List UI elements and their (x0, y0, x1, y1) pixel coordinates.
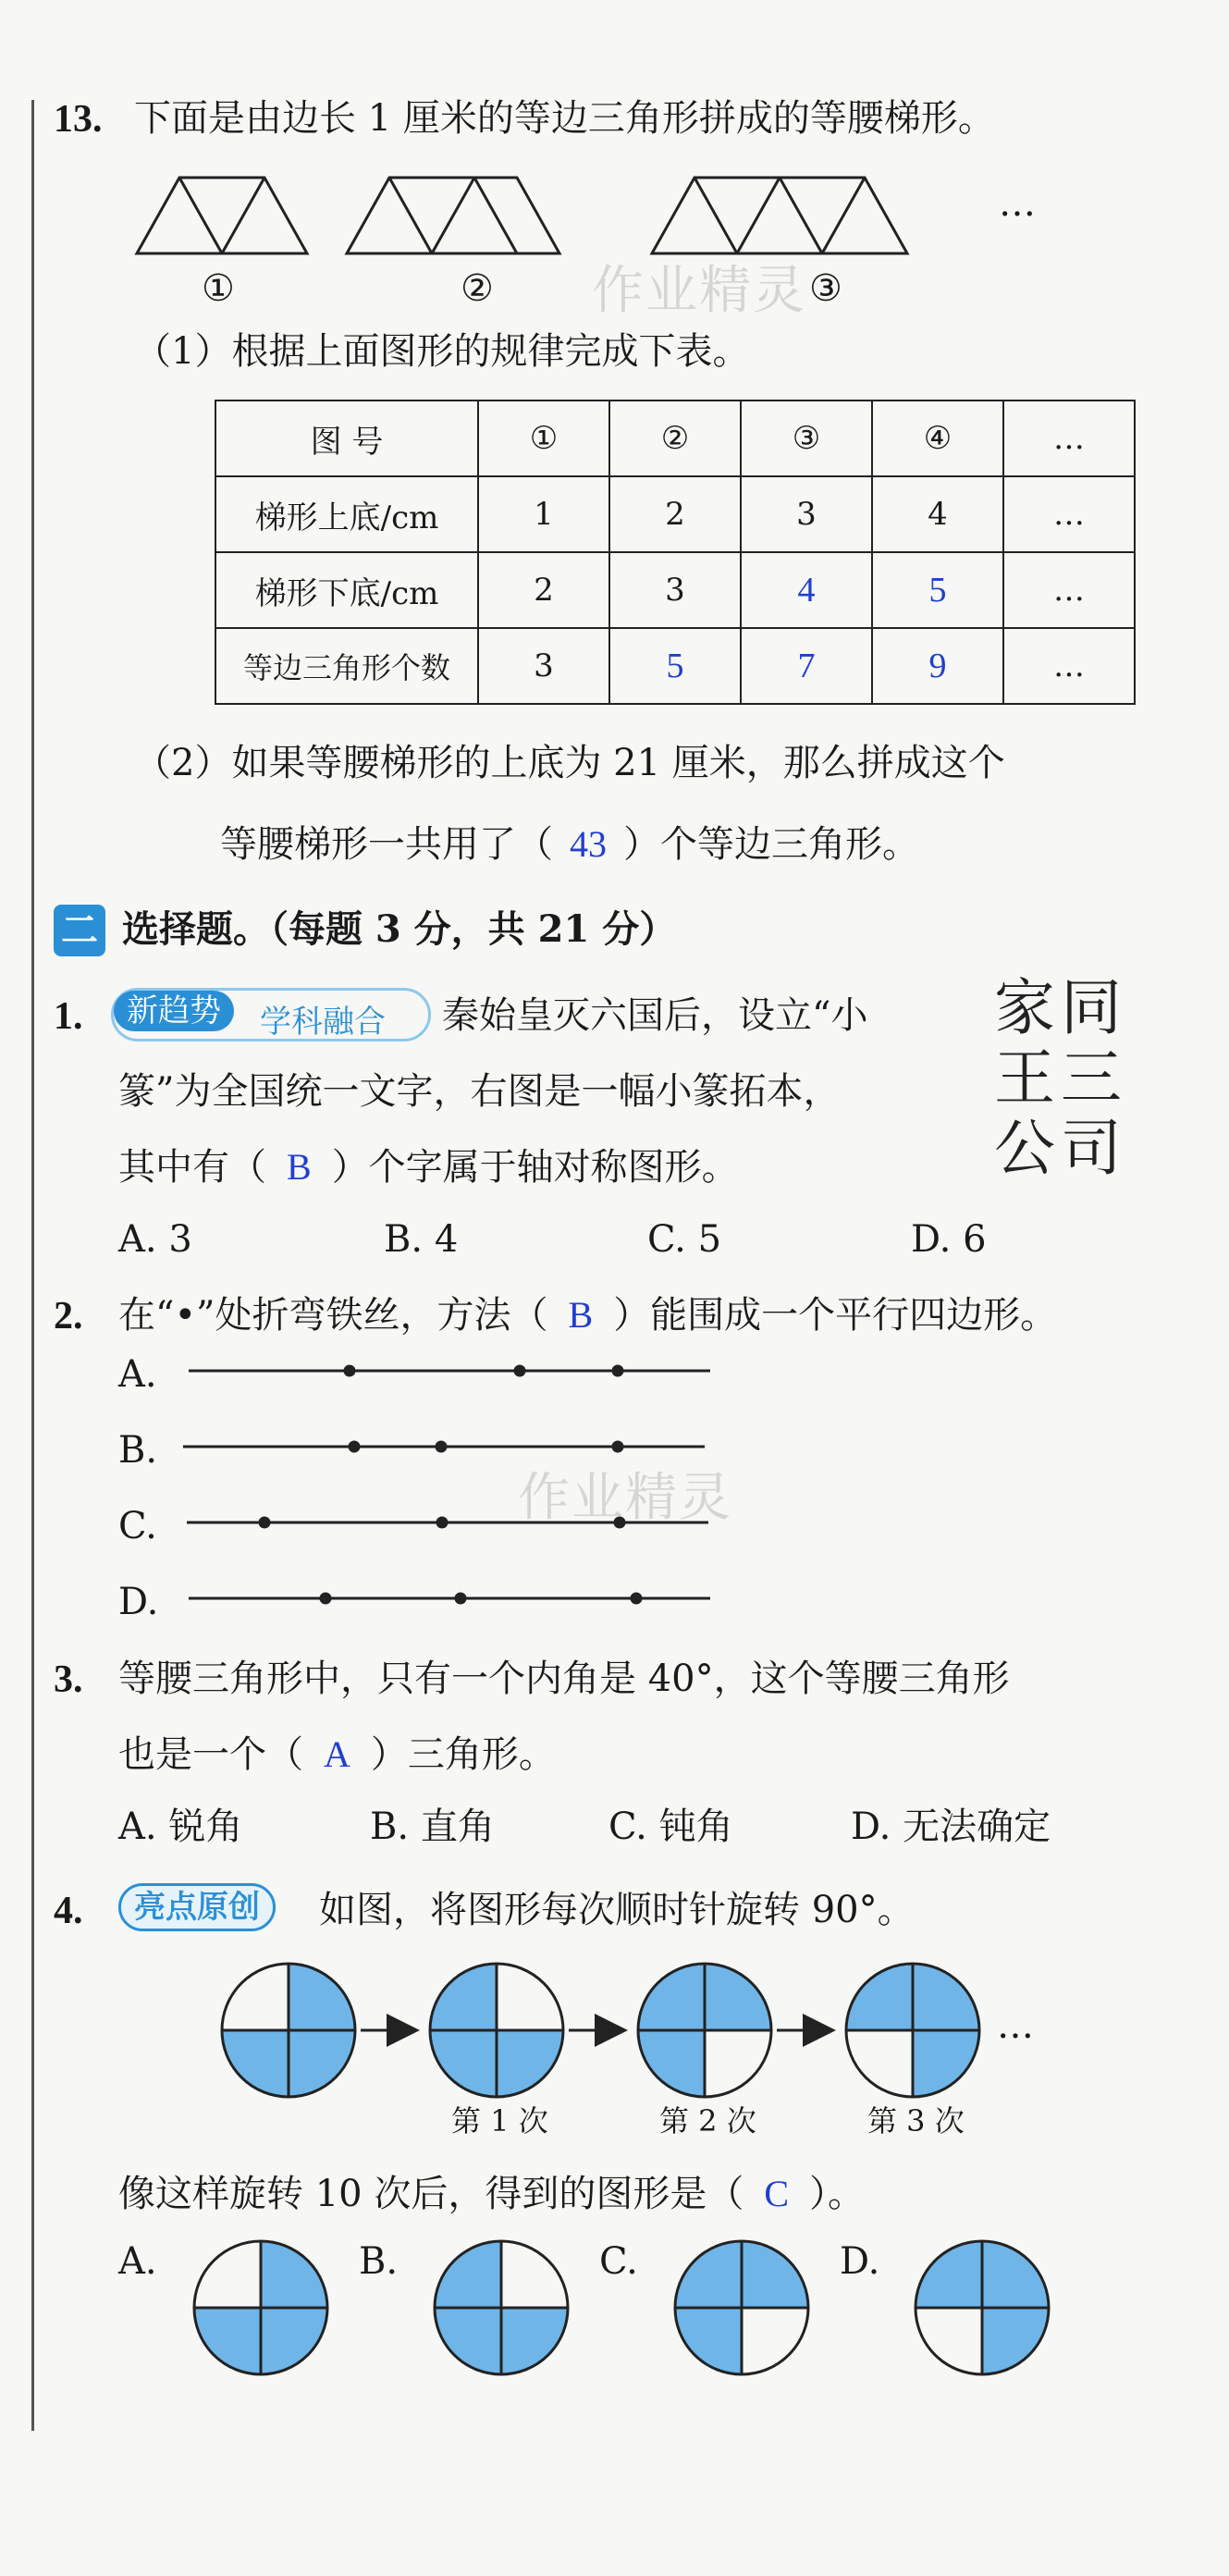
figure-label-1: ① (202, 267, 235, 310)
q3-option-b[interactable]: B. 直角 (370, 1806, 495, 1848)
q4-stem: 如图，将图形每次顺时针旋转 90°。 (319, 1889, 915, 1931)
table-answer: 5 (872, 552, 1003, 628)
table-row (215, 552, 1135, 628)
table-answer: 4 (741, 552, 872, 628)
q3-number: 3. (54, 1658, 83, 1701)
q3-answer: A (324, 1733, 350, 1775)
q4-option-d-label[interactable]: D. (840, 2240, 880, 2283)
q13-part2-line2: 等腰梯形一共用了（ 43 ）个等边三角形。 (220, 823, 919, 866)
q2-stem: 在“•”处折弯铁丝，方法（ B ）能围成一个平行四边形。 (118, 1294, 1058, 1337)
table-row (215, 628, 1135, 704)
q4-option-b-label[interactable]: B. (359, 2240, 399, 2283)
q1-line2: 篆”为全国统一文字，右图是一幅小篆拓本， (118, 1070, 841, 1113)
q4-number: 4. (54, 1890, 83, 1932)
table-cell: … (1003, 552, 1135, 628)
caption-3: 第 3 次 (867, 2103, 965, 2138)
q2-answer: B (568, 1294, 594, 1336)
table-cell: … (1003, 628, 1135, 704)
table-cell: 2 (478, 552, 609, 628)
table-cell: ① (478, 401, 609, 476)
q1-number: 1. (54, 995, 83, 1038)
q2-number: 2. (54, 1295, 83, 1337)
table-cell: … (1003, 476, 1135, 552)
table-cell: 3 (609, 552, 741, 628)
rotation-circle-3 (846, 1964, 979, 2097)
figure-label-2: ② (461, 267, 494, 310)
watermark: 作业精灵 (518, 1468, 732, 1528)
watermark: 作业精灵 (592, 261, 806, 321)
q2-option-d[interactable]: D. (118, 1581, 159, 1623)
rotation-circle-2 (638, 1964, 771, 2097)
q4-answer: C (764, 2173, 790, 2214)
q13-part1: （1）根据上面图形的规律完成下表。 (134, 330, 750, 373)
q2-option-b[interactable]: B. (118, 1429, 158, 1472)
q4-line2: 像这样旋转 10 次后，得到的图形是（ C ）。 (118, 2173, 866, 2215)
table-row (215, 401, 1135, 476)
q3-option-a[interactable]: A. 锐角 (118, 1806, 243, 1848)
table-answer: 7 (741, 628, 872, 704)
q1-line1: 秦始皇灭六国后，设立“小 (442, 994, 868, 1037)
q3-option-c[interactable]: C. 钝角 (608, 1806, 733, 1848)
q1-option-c[interactable]: C. 5 (647, 1218, 722, 1261)
q1-option-b[interactable]: B. 4 (384, 1218, 459, 1261)
q13-answer: 43 (570, 823, 607, 865)
tag-subject: 学科融合 (260, 1004, 386, 1041)
q13-stem: 下面是由边长 1 厘米的等边三角形拼成的等腰梯形。 (134, 97, 995, 140)
table-cell: 3 (478, 628, 609, 704)
table-cell: 2 (609, 476, 741, 552)
q1-answer: B (287, 1146, 312, 1188)
seal-script-image: 同 三 司 家 王 公 (994, 972, 1122, 1184)
figures-ellipsis: … (999, 182, 1036, 225)
section-badge: 二 (54, 905, 105, 956)
section-title: 选择题。（每题 3 分，共 21 分） (122, 907, 677, 951)
option-circle-b (435, 2241, 568, 2374)
q1-option-d[interactable]: D. 6 (911, 1218, 987, 1261)
q3-line1: 等腰三角形中，只有一个内角是 40°，这个等腰三角形 (118, 1658, 1010, 1700)
data-table (215, 400, 1136, 705)
figure-label-3: ③ (809, 267, 842, 310)
option-circle-d (916, 2241, 1049, 2374)
caption-2: 第 2 次 (659, 2103, 756, 2138)
q1-option-a[interactable]: A. 3 (118, 1218, 192, 1261)
q13-part2-line1: （2）如果等腰梯形的上底为 21 厘米，那么拼成这个 (134, 742, 1005, 784)
q1-tag-frame (111, 988, 431, 1041)
table-cell: 等边三角形个数 (215, 628, 478, 704)
caption-1: 第 1 次 (451, 2103, 548, 2138)
rotation-ellipsis: … (997, 2004, 1034, 2047)
table-cell: 梯形上底/cm (215, 476, 478, 552)
rotation-circle-0 (222, 1964, 355, 2097)
q2-option-c[interactable]: C. (118, 1505, 157, 1547)
table-cell: 图 号 (215, 401, 478, 476)
table-cell: ④ (872, 401, 1003, 476)
q1-line3: 其中有（ B ）个字属于轴对称图形。 (118, 1146, 739, 1189)
tag-original: 亮点原创 (118, 1883, 276, 1931)
table-cell: ② (609, 401, 741, 476)
table-answer: 5 (609, 628, 741, 704)
rotation-circle-1 (430, 1964, 563, 2097)
table-cell: 1 (478, 476, 609, 552)
trapezoid-figures (129, 166, 1017, 268)
table-cell: 4 (872, 476, 1003, 552)
option-circle-a (194, 2241, 327, 2374)
q3-option-d[interactable]: D. 无法确定 (851, 1806, 1051, 1848)
rotation-sequence (213, 1956, 1073, 2114)
q4-option-c-label[interactable]: C. (599, 2240, 638, 2283)
table-cell: … (1003, 401, 1135, 476)
tag-new-trend: 新趋势 (114, 991, 234, 1031)
table-answer: 9 (872, 628, 1003, 704)
table-cell: 3 (741, 476, 872, 552)
table-cell: ③ (741, 401, 872, 476)
q13-number: 13. (54, 98, 103, 141)
table-cell: 梯形下底/cm (215, 552, 478, 628)
table-row (215, 476, 1135, 552)
trapezoid-1 (137, 178, 307, 253)
q2-option-a[interactable]: A. (118, 1353, 157, 1396)
q4-option-a-label[interactable]: A. (118, 2240, 157, 2283)
option-circles (185, 2234, 1073, 2382)
margin-rule (31, 100, 34, 2431)
q3-line2: 也是一个（ A ）三角形。 (118, 1733, 556, 1776)
trapezoid-3 (652, 178, 907, 253)
option-circle-c (675, 2241, 808, 2374)
